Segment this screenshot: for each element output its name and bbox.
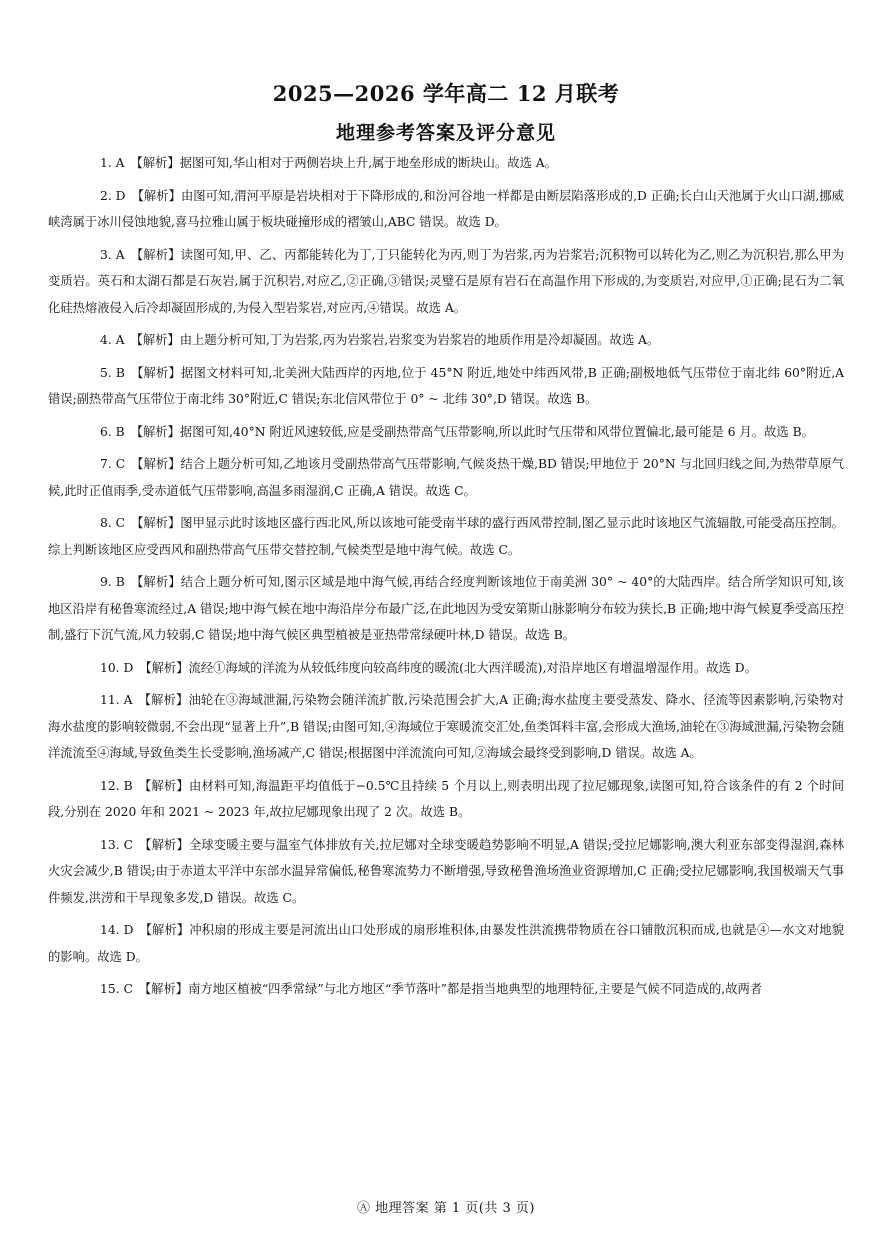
answer-item xyxy=(48,360,844,413)
answer-number: 4. A xyxy=(100,333,125,347)
analysis-text: 据图文材料可知,北美洲大陆西岸的丙地,位于 45°N 附近,地处中纬西风带,B 正确;副极地低气压带位于南北纬 60°附近,A 错误;副热带高气压带位于南北纬 30°附近,C 错误;东北信风带位于 0° ~ 北纬 30°,D 错误。故选 B。 xyxy=(48,365,844,406)
page-subtitle: 地理参考答案及评分意见 xyxy=(335,122,556,144)
analysis-text: 读图可知,甲、乙、丙都能转化为丁,丁只能转化为丙,则丁为岩浆,丙为岩浆岩;沉积物可以转化为乙,则乙为沉积岩,那么甲为变质岩。英石和太湖石都是石灰岩,属于沉积岩,对应乙,②正确,③错误;灵璧石是原有岩石在高温作用下形成的,为变质岩,对应甲,①正确;昆石为二氧化硅热熔液侵入后冷却凝固形成的,为侵入型岩浆岩,对应丙,④错误。故选 A。 xyxy=(48,247,844,315)
answer-number: 7. C xyxy=(100,457,126,471)
analysis-tag: 【解析】 xyxy=(131,188,181,203)
answer-number: 9. B xyxy=(100,575,125,589)
analysis-text: 结合上题分析可知,乙地该月受副热带高气压带影响,气候炎热干燥,BD 错误;甲地位于 20°N 与北回归线之间,为热带草原气候,此时正值雨季,受赤道低气压带影响,高温多雨湿润,C 正确,A 错误。故选 C。 xyxy=(48,457,844,498)
analysis-tag: 【解析】 xyxy=(139,660,189,675)
page-title: 2025—2026 学年高二 12 月联考 xyxy=(272,81,620,106)
analysis-tag: 【解析】 xyxy=(139,837,189,852)
analysis-tag: 【解析】 xyxy=(138,982,189,996)
analysis-tag: 【解析】 xyxy=(130,247,181,262)
answer-number: 1. A xyxy=(100,156,125,170)
answer-item xyxy=(48,327,844,354)
answer-item xyxy=(48,687,844,767)
answer-item xyxy=(48,976,844,1003)
answer-number: 8. C xyxy=(100,516,126,530)
answer-number: 13. C xyxy=(100,837,134,852)
analysis-text: 图甲显示此时该地区盛行西北风,所以该地可能受南半球的盛行西风带控制,图乙显示此时该地区气流辐散,可能受高压控制。综上判断该地区应受西风和副热带高气压带交替控制,气候类型是地中海气候。故选 C。 xyxy=(48,516,844,557)
answer-item xyxy=(48,419,844,446)
analysis-text: 据图可知,华山相对于两侧岩块上升,属于地垒形成的断块山。故选 A。 xyxy=(179,156,557,170)
answer-list xyxy=(48,150,844,1009)
answer-item xyxy=(48,183,844,236)
analysis-tag: 【解析】 xyxy=(130,424,180,439)
answer-item xyxy=(48,917,844,970)
answer-number: 15. C xyxy=(100,982,133,996)
analysis-tag: 【解析】 xyxy=(139,923,190,937)
answer-number: 12. B xyxy=(100,778,133,793)
answer-item xyxy=(48,451,844,504)
analysis-text: 由图可知,渭河平原是岩块相对于下降形成的,和汾河谷地一样都是由断层陷落形成的,D 正确;长白山天池属于火山口湖,挪威峡湾属于冰川侵蚀地貌,喜马拉雅山属于板块碰撞形成的褶皱山,ABC 错误。故选 D。 xyxy=(48,188,844,229)
analysis-tag: 【解析】 xyxy=(130,156,180,170)
answer-item xyxy=(48,242,844,322)
answer-number: 14. D xyxy=(100,923,134,937)
analysis-text: 流经①海域的洋流为从较低纬度向较高纬度的暖流(北大西洋暖流),对沿岸地区有增温增湿作用。故选 D。 xyxy=(188,660,757,675)
answer-number: 6. B xyxy=(100,424,125,439)
analysis-text: 油轮在③海域泄漏,污染物会随洋流扩散,污染范围会扩大,A 正确;海水盐度主要受蒸发、降水、径流等因素影响,污染物对海水盐度的影响较微弱,不会出现“显著上升”,B 错误;由图可知,④海域位于寒暖流交汇处,鱼类饵料丰富,会形成大渔场,油轮在③海域泄漏,污染物会随洋流流至④海域,导致鱼类生长受影响,渔场减产,C 错误;根据图中洋流流向可知,②海域会最终受到影响,D 错误。故选 A。 xyxy=(48,693,844,760)
analysis-text: 南方地区植被“四季常绿”与北方地区“季节落叶”都是指当地典型的地理特征,主要是气候不同造成的,故两者 xyxy=(188,982,763,996)
analysis-tag: 【解析】 xyxy=(138,778,189,793)
analysis-tag: 【解析】 xyxy=(131,457,181,471)
page-footer xyxy=(0,1197,892,1216)
analysis-tag: 【解析】 xyxy=(130,365,182,380)
analysis-text: 结合上题分析可知,图示区域是地中海气候,再结合经度判断该地位于南美洲 30° ~ 40°的大陆西岸。结合所学知识可知,该地区沿岸有秘鲁寒流经过,A 错误;地中海气候在地中海沿岸分布最广泛,在此地因为受安第斯山脉影响分布较为狭长,B 正确;地中海气候夏季受高压控制,盛行下沉气流,风力较弱,C 错误;地中海气候区典型植被是亚热带常绿硬叶林,D 错误。故选 B。 xyxy=(48,575,844,642)
analysis-tag: 【解析】 xyxy=(130,333,180,347)
analysis-text: 冲积扇的形成主要是河流出山口处形成的扇形堆积体,由暴发性洪流携带物质在谷口铺散沉积而成,也就是④—水文对地貌的影响。故选 D。 xyxy=(48,923,844,964)
answer-number: 3. A xyxy=(100,247,125,262)
version-mark: Ⓐ xyxy=(356,1201,371,1216)
analysis-text: 据图可知,40°N 附近风速较低,应是受副热带高气压带影响,所以此时气压带和风带位置偏北,最可能是 6 月。故选 B。 xyxy=(179,424,814,439)
answer-item xyxy=(48,655,844,682)
answer-number: 11. A xyxy=(100,693,133,707)
analysis-text: 由上题分析可知,丁为岩浆,丙为岩浆岩,岩浆变为岩浆岩的地质作用是冷却凝固。故选 A。 xyxy=(179,333,660,347)
answer-number: 2. D xyxy=(100,188,126,203)
answer-item xyxy=(48,510,844,563)
analysis-text: 由材料可知,海温距平均值低于−0.5℃且持续 5 个月以上,则表明出现了拉尼娜现象,读图可知,符合该条件的有 2 个时间段,分别在 2020 年和 2021 ~ 2023 年,故拉尼娜现象出现了 2 次。故选 B。 xyxy=(48,778,844,819)
analysis-tag: 【解析】 xyxy=(138,693,189,707)
analysis-tag: 【解析】 xyxy=(131,516,181,530)
answer-item xyxy=(48,773,844,826)
footer-text: 地理答案 第 1 页(共 3 页) xyxy=(375,1201,535,1216)
analysis-tag: 【解析】 xyxy=(130,575,181,589)
answer-item xyxy=(48,569,844,649)
answer-item xyxy=(48,150,844,177)
analysis-text: 全球变暖主要与温室气体排放有关,拉尼娜对全球变暖趋势影响不明显,A 错误;受拉尼娜影响,澳大利亚东部变得湿润,森林火灾会减少,B 错误;由于赤道太平洋中东部水温异常偏低,秘鲁寒流势力不断增强,导致秘鲁渔场渔业资源增加,C 正确;受拉尼娜影响,我国极端天气事件频发,洪涝和干旱现象多发,D 错误。故选 C。 xyxy=(48,837,844,905)
answer-item xyxy=(48,832,844,912)
answer-number: 5. B xyxy=(100,365,125,380)
answer-number: 10. D xyxy=(100,660,134,675)
